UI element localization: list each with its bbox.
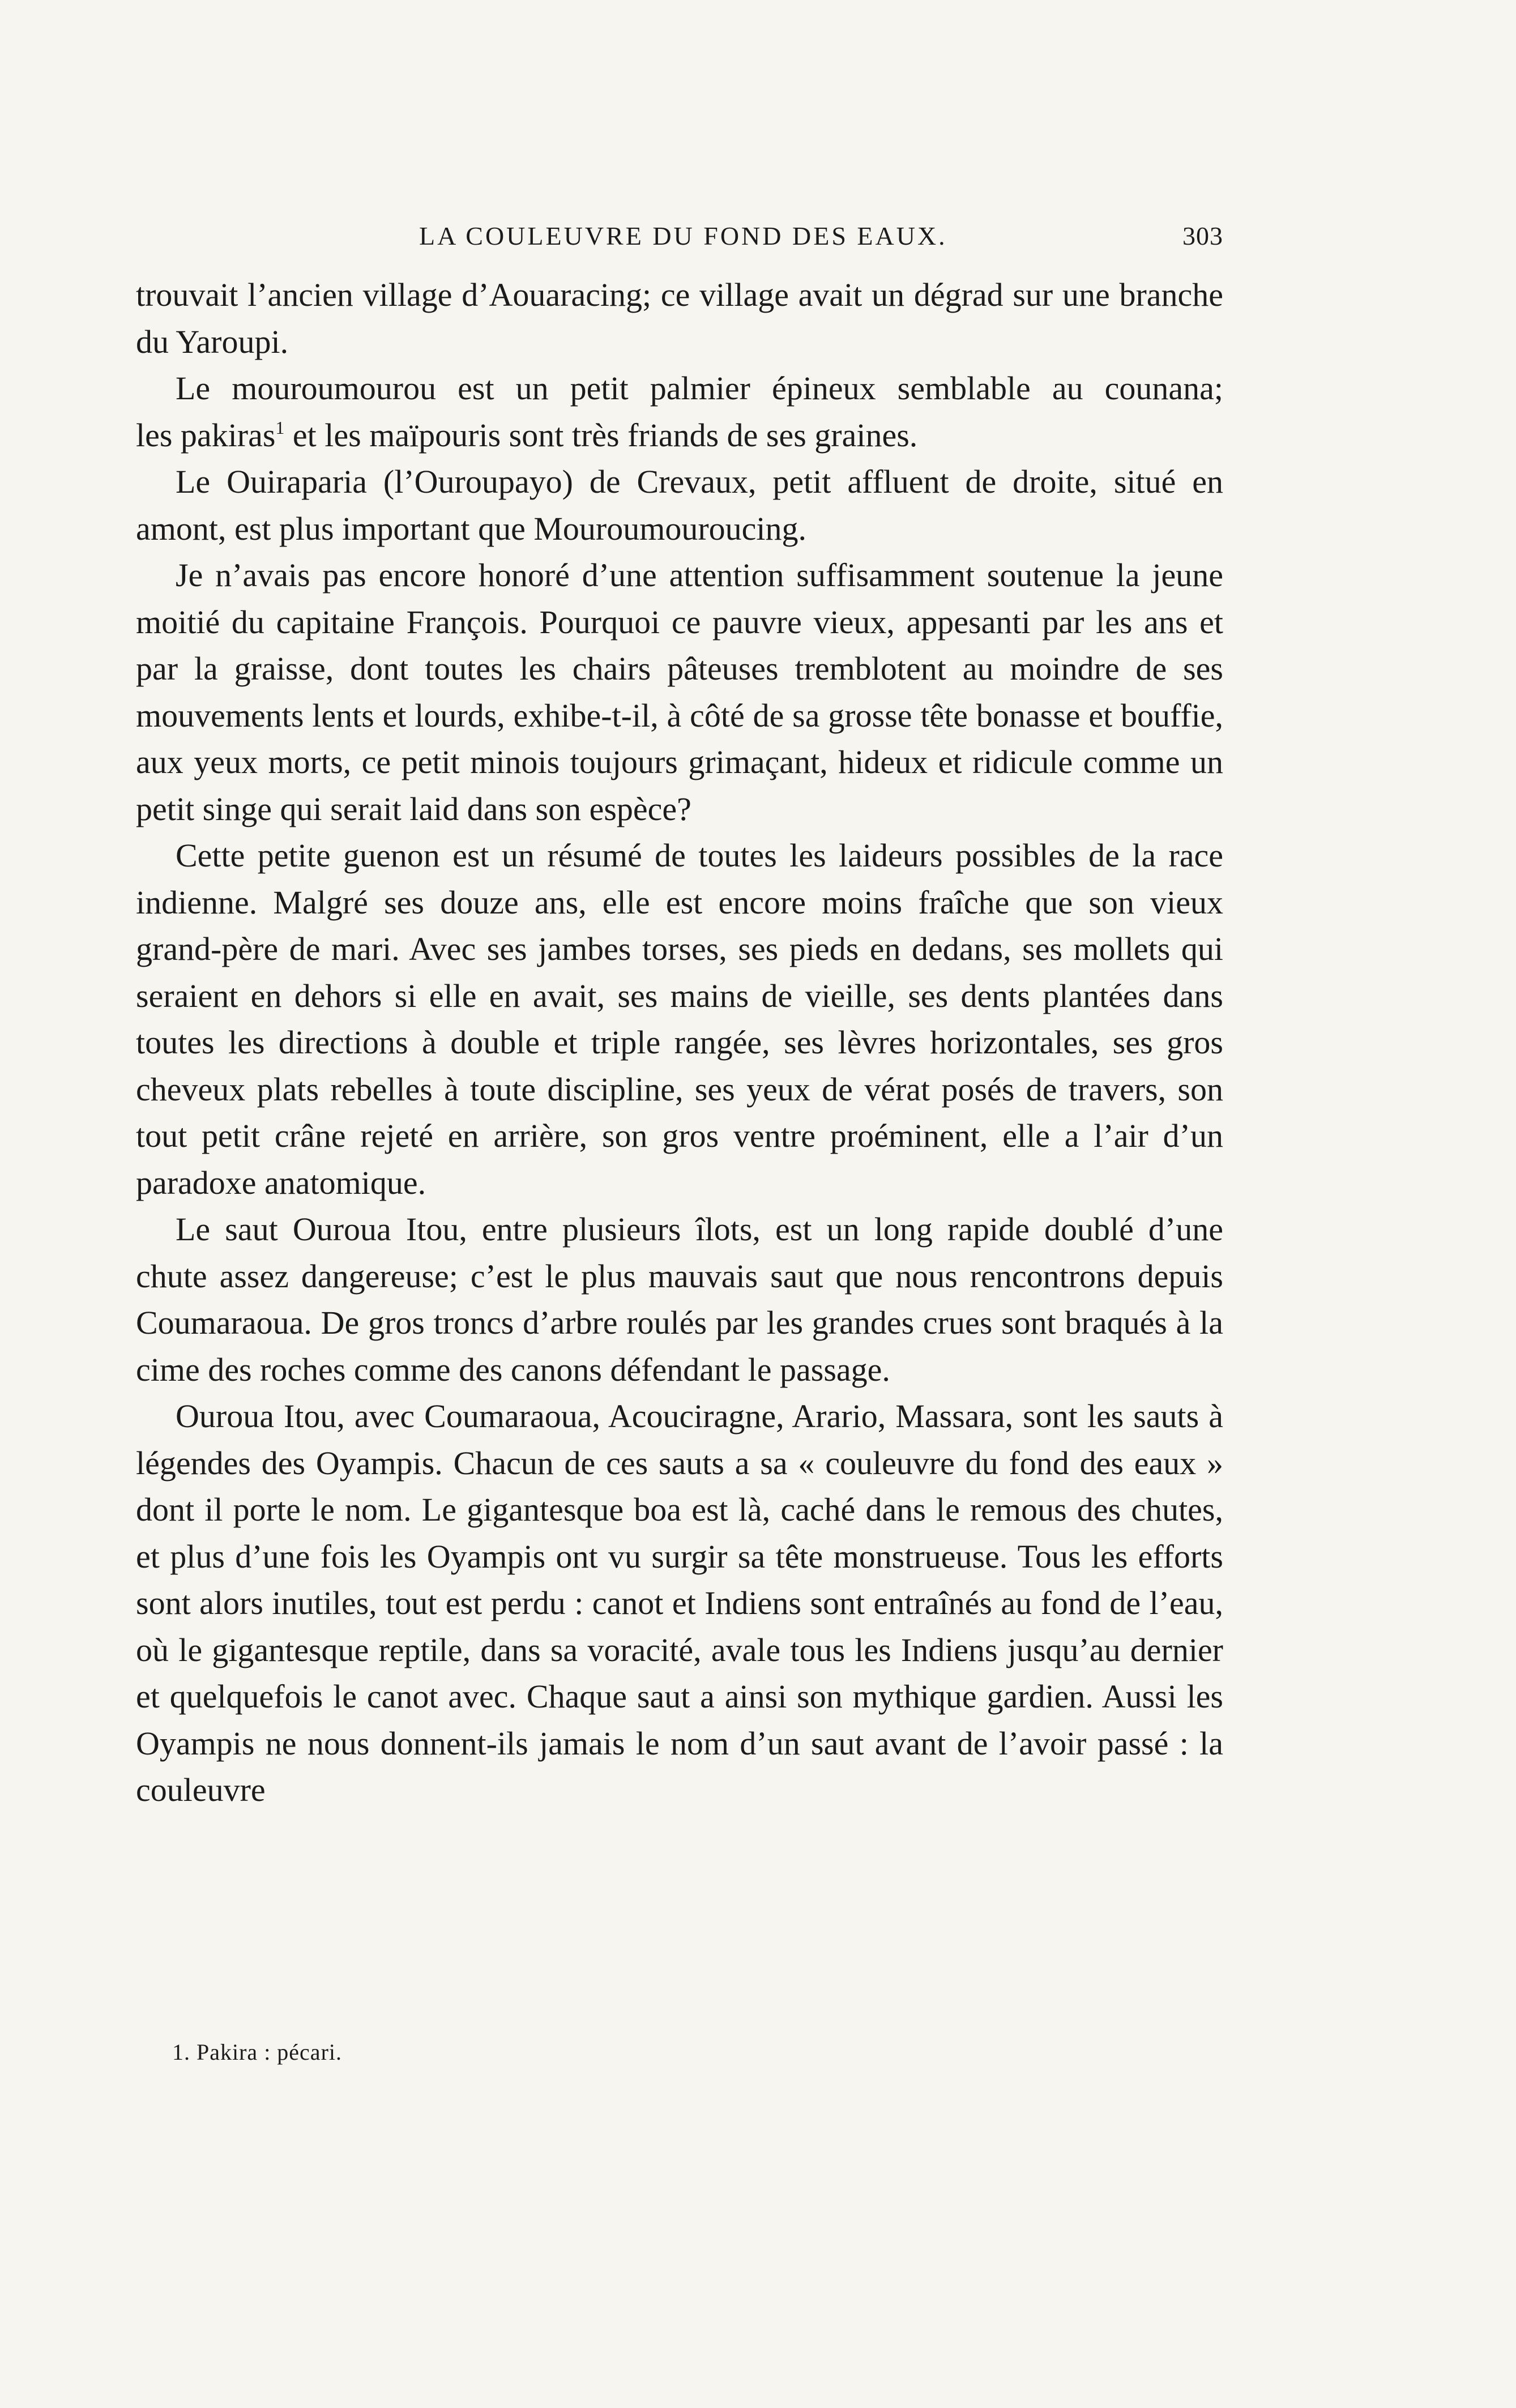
- paragraph-4: Je n’avais pas encore honoré d’une attention suffisamment soutenue la jeune moitié du capitaine François. Pourquoi ce pauvre vieux, appesanti par les ans et par la graisse, dont toutes les chairs pâteuses tremblotent au moindre de ses mouvements lents et lourds, exhibe-t-il, à côté de sa grosse tête bonasse et bouffie, aux yeux morts, ce petit minois toujours grimaçant, hideux et ridicule comme un petit singe qui serait laid dans son espèce?: [136, 557, 1223, 827]
- paragraph-5: Cette petite guenon est un résumé de toutes les laideurs possibles de la race indienne. Malgré ses douze ans, elle est encore moins fraîche que son vieux grand-père de mari. Avec ses jambes torses, ses pieds en dedans, ses mollets qui seraient en dehors si elle en avait, ses mains de vieille, ses dents plantées dans toutes les directions à double et triple rangée, ses lèvres horizontales, ses gros cheveux plats rebelles à toute discipline, ses yeux de vérat posés de travers, son tout petit crâne rejeté en arrière, son gros ventre proéminent, elle a l’air d’un paradoxe anatomique.: [136, 837, 1223, 1201]
- pakiras-word: les pakiras: [136, 416, 276, 454]
- body-text: [136, 272, 1223, 1814]
- footnote: 1. Pakira : pécari.: [172, 2039, 342, 2065]
- paragraph-2-line-1: Le mouroumourou est un petit palmier épineux semblable au counana;: [176, 370, 1223, 407]
- paragraph-1: trouvait l’ancien village d’Aouaracing; ce village avait un dégrad sur une branche du Yaroupi.: [136, 276, 1223, 360]
- footnote-marker: 1: [275, 417, 285, 438]
- paragraph-2-line-2: [136, 412, 1223, 459]
- paragraph-7: Ouroua Itou, avec Coumaraoua, Acouciragne, Arario, Massara, sont les sauts à légendes des Oyampis. Chacun de ces sauts a sa « couleuvre du fond des eaux » dont il porte le nom. Le gigantesque boa est là, caché dans le remous des chutes, et plus d’une fois les Oyampis ont vu surgir sa tête monstrueuse. Tous les efforts sont alors inutiles, tout est perdu : canot et Indiens sont entraînés au fond de l’eau, où le gigantesque reptile, dans sa voracité, avale tous les Indiens jusqu’au dernier et quelquefois le canot avec. Chaque saut a ainsi son mythique gardien. Aussi les Oyampis ne nous donnent-ils jamais le nom d’un saut avant de l’avoir passé : la couleuvre: [136, 1398, 1223, 1808]
- running-head: [136, 221, 1223, 272]
- paragraph-3: Le Ouiraparia (l’Ouroupayo) de Crevaux, petit affluent de droite, situé en amont, est plus important que Mouroumouroucing.: [136, 463, 1223, 547]
- paragraph-6: Le saut Ouroua Itou, entre plusieurs îlots, est un long rapide doublé d’une chute assez dangereuse; c’est le plus mauvais saut que nous rencontrons depuis Coumaraoua. De gros troncs d’arbre roulés par les grandes crues sont braqués à la cime des roches comme des canons défendant le passage.: [136, 1211, 1223, 1388]
- running-title: LA COULEUVRE DU FOND DES EAUX.: [419, 221, 947, 250]
- paragraph-2-rest: et les maïpouris sont très friands de ses graines.: [292, 416, 918, 454]
- page: [136, 221, 1223, 1814]
- page-number: 303: [1182, 221, 1223, 250]
